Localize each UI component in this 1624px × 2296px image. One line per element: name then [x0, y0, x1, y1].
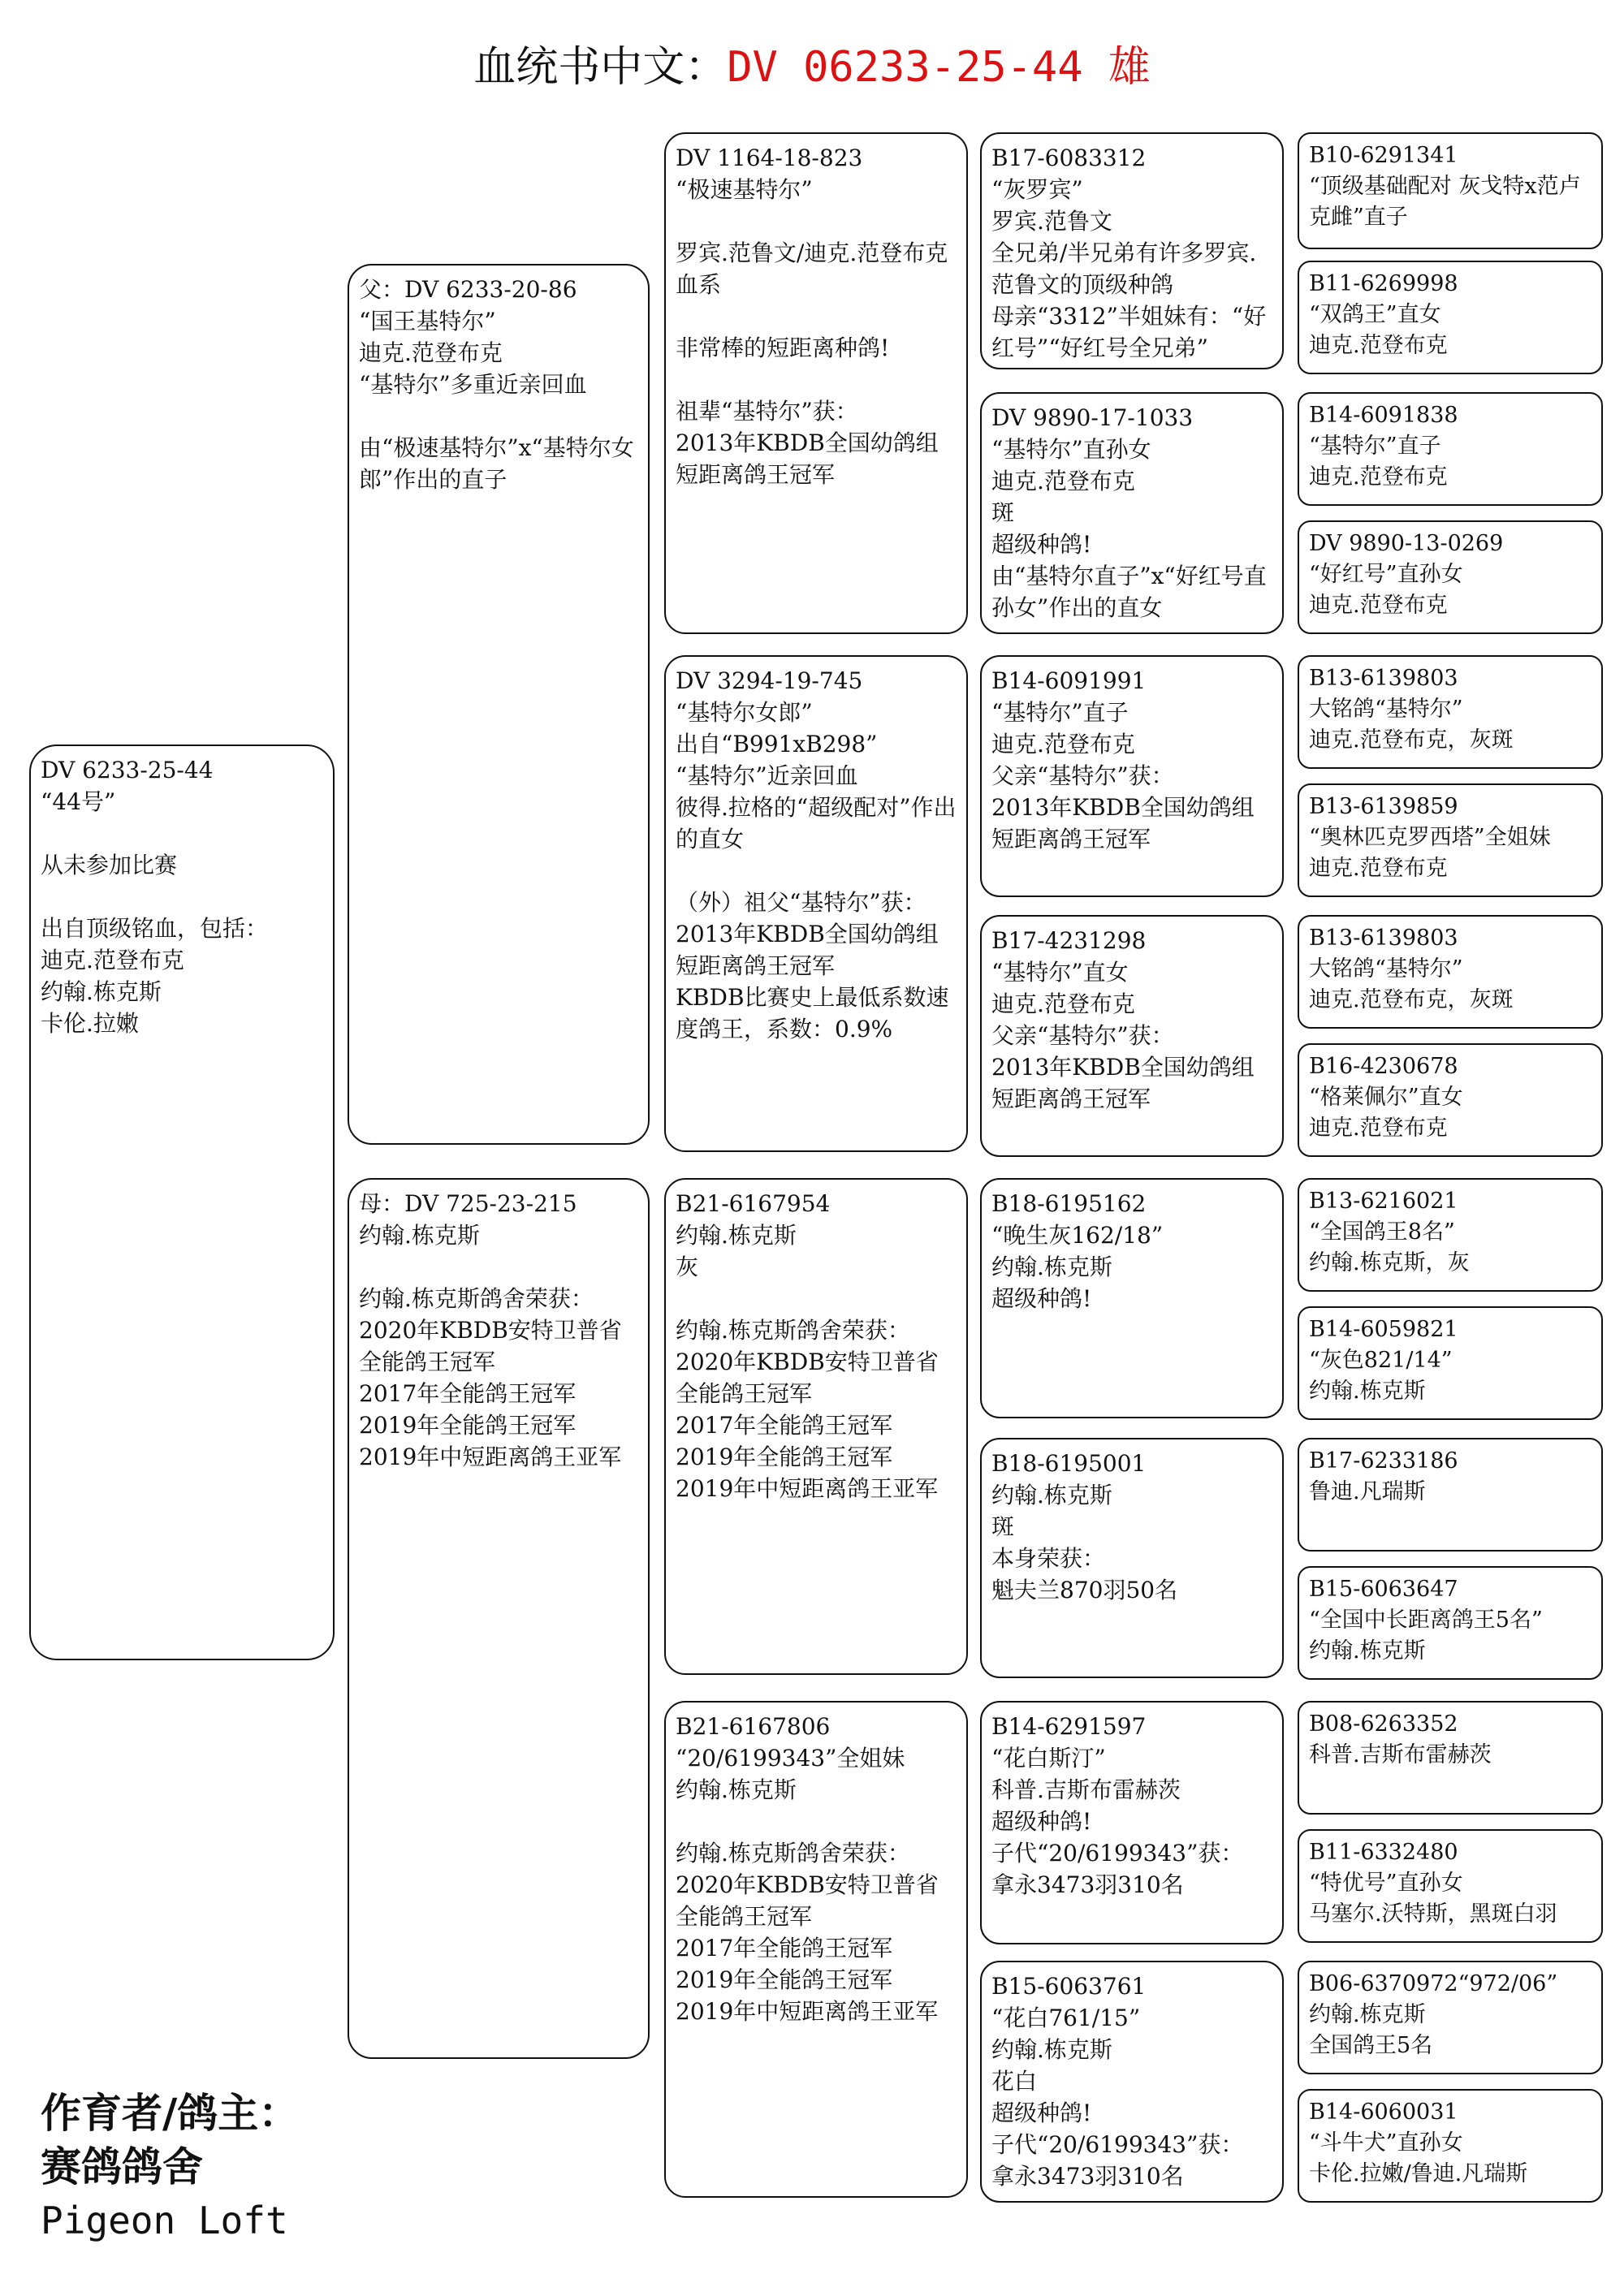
- pedigree-line: KBDB比赛史上最低系数速度鸽王，系数：0.9%: [676, 984, 949, 1042]
- ring-number: B11-6269998: [1309, 271, 1458, 296]
- pedigree-line: “特优号”直孙女: [1309, 1871, 1463, 1896]
- pedigree-line: 全兄弟/半兄弟有许多罗宾.范鲁文的顶级种鸽: [991, 240, 1257, 298]
- pigeon-card-gen4: [980, 1438, 1284, 1678]
- pedigree-line: “花白斯汀”: [991, 1745, 1106, 1772]
- pedigree-line: “基特尔”直女: [991, 959, 1129, 986]
- pedigree-line: 约翰.栋克斯: [1309, 1379, 1426, 1404]
- pedigree-line: 2019年中短距离鸽王亚军: [359, 1444, 622, 1470]
- pigeon-card-gen5: [1298, 1178, 1603, 1292]
- pedigree-line: 迪克.范登布克: [1309, 593, 1448, 618]
- ring-number: B13-6139803: [1309, 666, 1458, 691]
- pedigree-line: “基特尔”多重近亲回血: [359, 371, 587, 398]
- pedigree-line: 约翰.栋克斯鸽舍荣获：: [676, 1840, 910, 1867]
- breeder-block: [41, 2087, 299, 2247]
- pigeon-card-gen4: [980, 132, 1284, 369]
- pigeon-card-gen4: [980, 1178, 1284, 1418]
- ring-number: B10-6291341: [1309, 143, 1458, 168]
- ring-number: B18-6195001: [991, 1450, 1147, 1477]
- pedigree-line: 罗宾.范鲁文: [991, 208, 1112, 235]
- pedigree-line: 迪克.范登布克，灰斑: [1309, 727, 1514, 753]
- pedigree-line: 2013年KBDB全国幼鸽组短距离鸽王冠军: [991, 794, 1255, 852]
- pedigree-line: “好红号”直孙女: [1309, 562, 1463, 587]
- ring-number: 母：DV 725-23-215: [359, 1190, 577, 1217]
- pedigree-line: 子代“20/6199343”获：: [991, 2131, 1244, 2158]
- pedigree-line: 2019年全能鸽王冠军: [359, 1412, 577, 1439]
- pigeon-card-gen5: [1298, 1829, 1603, 1943]
- pedigree-line: “奥林匹克罗西塔”全姐妹: [1309, 825, 1551, 850]
- pedigree-line: 超级种鸽!: [991, 531, 1092, 558]
- pedigree-line: 2019年全能鸽王冠军: [676, 1444, 893, 1470]
- breeder-name-en: Pigeon Loft: [41, 2199, 288, 2242]
- pedigree-line: [41, 881, 323, 913]
- pedigree-line: 子代“20/6199343”获：: [991, 1840, 1244, 1867]
- pedigree-line: 迪克.范登布克: [1309, 1116, 1448, 1141]
- title-ring-number: DV 06233-25-44 雄: [727, 43, 1151, 92]
- ring-number: B14-6091991: [991, 667, 1147, 694]
- pedigree-line: 2013年KBDB全国幼鸽组短距离鸽王冠军: [676, 429, 939, 488]
- pedigree-line: （外）祖父“基特尔”获：: [676, 889, 926, 916]
- pedigree-line: 2020年KBDB安特卫普省全能鸽王冠军: [676, 1349, 939, 1407]
- pedigree-line: 本身荣获：: [991, 1545, 1106, 1572]
- pedigree-line: 2017年全能鸽王冠军: [359, 1380, 577, 1407]
- pedigree-line: “基特尔”直孙女: [991, 436, 1151, 463]
- pedigree-line: 灰: [676, 1254, 699, 1280]
- pedigree-line: 2019年中短距离鸽王亚军: [676, 1998, 939, 2025]
- ring-number: DV 6233-25-44: [41, 757, 214, 783]
- ring-number: B17-4231298: [991, 927, 1147, 954]
- pedigree-line: 2019年中短距离鸽王亚军: [676, 1475, 939, 1502]
- pigeon-card-gen4: [980, 1701, 1284, 1944]
- pedigree-line: 迪克.范登布克: [41, 947, 184, 973]
- pedigree-line: 非常棒的短距离种鸽!: [676, 334, 890, 361]
- pedigree-line: [676, 855, 957, 887]
- breeder-name: 赛鸽鸽舍: [41, 2143, 203, 2190]
- pedigree-line: “灰色821/14”: [1309, 1348, 1453, 1373]
- pigeon-card-subject: [29, 744, 335, 1660]
- pedigree-line: “44号”: [41, 788, 116, 815]
- pedigree-line: “顶级基础配对 灰戈特x范卢克雌”直子: [1309, 174, 1581, 230]
- breeder-label: 作育者/鸽主：: [41, 2089, 300, 2137]
- pigeon-card-gen5: [1298, 1438, 1603, 1552]
- pedigree-line: 约翰.栋克斯: [676, 1776, 797, 1803]
- pedigree-line: 斑: [991, 499, 1015, 526]
- ring-number: B14-6291597: [991, 1713, 1147, 1740]
- pigeon-card-dam: [348, 1178, 650, 2059]
- pedigree-line: “基特尔”近亲回血: [676, 762, 858, 789]
- pedigree-line: 迪克.范登布克: [1309, 333, 1448, 358]
- pedigree-line: 超级种鸽!: [991, 1808, 1092, 1835]
- pedigree-line: 罗宾.范鲁文/迪克.范登布克血系: [676, 240, 948, 298]
- pedigree-line: 拿永3473羽310名: [991, 2163, 1184, 2190]
- pedigree-line: 迪克.范登布克: [1309, 464, 1448, 490]
- pedigree-line: 拿永3473羽310名: [991, 1871, 1184, 1898]
- pedigree-line: 大铭鸽“基特尔”: [1309, 956, 1463, 982]
- pigeon-card-gen5: [1298, 392, 1603, 506]
- pedigree-line: “花白761/15”: [991, 2005, 1141, 2031]
- pedigree-line: 约翰.栋克斯: [359, 1222, 480, 1249]
- pigeon-card-gen4: [980, 1961, 1284, 2203]
- pedigree-line: 卡伦.拉嫩/鲁迪.凡瑞斯: [1309, 2161, 1528, 2186]
- pedigree-line: 从未参加比赛: [41, 852, 178, 878]
- pigeon-card-gen5: [1298, 2089, 1603, 2203]
- pedigree-line: 2019年全能鸽王冠军: [676, 1966, 893, 1993]
- pedigree-line: 2017年全能鸽王冠军: [676, 1412, 893, 1439]
- pedigree-line: 迪克.范登布克，灰斑: [1309, 987, 1514, 1012]
- pigeon-card-gen4: [980, 392, 1284, 634]
- pigeon-card-gen5: [1298, 1043, 1603, 1157]
- pedigree-line: 迪克.范登布克: [359, 339, 503, 366]
- pedigree-line: [359, 400, 638, 432]
- pedigree-line: 约翰.栋克斯鸽舍荣获：: [359, 1285, 594, 1312]
- pedigree-line: “灰罗宾”: [991, 176, 1083, 203]
- pigeon-card-gen5: [1298, 1961, 1603, 2074]
- pigeon-card-gen3: [664, 132, 968, 634]
- pedigree-line: “双鸽王”直女: [1309, 302, 1441, 327]
- pigeon-card-gen5: [1298, 1306, 1603, 1420]
- pedigree-line: “基特尔”直子: [991, 699, 1129, 726]
- pedigree-line: 出自顶级铭血，包括：: [41, 915, 269, 942]
- pedigree-line: 父亲“基特尔”获：: [991, 762, 1174, 789]
- pedigree-line: 约翰.栋克斯，灰: [1309, 1250, 1470, 1275]
- ring-number: B13-6216021: [1309, 1189, 1458, 1214]
- ring-number: DV 3294-19-745: [676, 667, 863, 694]
- pedigree-line: 卡伦.拉嫩: [41, 1010, 139, 1037]
- pedigree-line: 约翰.栋克斯: [991, 1254, 1112, 1280]
- pedigree-line: 2020年KBDB安特卫普省全能鸽王冠军: [676, 1871, 939, 1930]
- pedigree-line: 父亲“基特尔”获：: [991, 1022, 1174, 1049]
- pedigree-line: 马塞尔.沃特斯，黑斑白羽: [1309, 1901, 1557, 1927]
- pedigree-line: 科普.吉斯布雷赫茨: [1309, 1742, 1492, 1767]
- pigeon-card-gen5: [1298, 520, 1603, 634]
- pedigree-line: “斗牛犬”直孙女: [1309, 2130, 1463, 2156]
- pedigree-line: [41, 818, 323, 849]
- pedigree-line: 超级种鸽!: [991, 2100, 1092, 2126]
- pedigree-line: “基特尔”直子: [1309, 434, 1441, 459]
- pedigree-line: “国王基特尔”: [359, 308, 496, 334]
- pedigree-line: 约翰.栋克斯: [991, 2036, 1112, 2063]
- ring-number: B18-6195162: [991, 1190, 1147, 1217]
- ring-number: B21-6167806: [676, 1713, 831, 1740]
- pigeon-card-gen4: [980, 915, 1284, 1157]
- ring-number: B11-6332480: [1309, 1840, 1458, 1865]
- pedigree-line: 母亲“3312”半姐妹有：“好红号”“好红号全兄弟”: [991, 303, 1267, 361]
- pedigree-line: 约翰.栋克斯: [676, 1222, 797, 1249]
- ring-number: B14-6091838: [1309, 403, 1458, 428]
- ring-number: B06-6370972“972/06”: [1309, 1971, 1558, 1996]
- pedigree-line: 约翰.栋克斯: [1309, 2002, 1426, 2027]
- ring-number: B14-6059821: [1309, 1317, 1458, 1342]
- pedigree-line: 斑: [991, 1513, 1015, 1540]
- pigeon-card-gen3: [664, 1178, 968, 1675]
- ring-number: DV 9890-17-1033: [991, 404, 1194, 431]
- pedigree-line: 迪克.范登布克: [991, 731, 1135, 757]
- pigeon-card-sire: [348, 264, 650, 1145]
- pedigree-line: 2020年KBDB安特卫普省全能鸽王冠军: [359, 1317, 622, 1375]
- pedigree-line: [676, 300, 957, 332]
- pedigree-line: 约翰.栋克斯鸽舍荣获：: [676, 1317, 910, 1344]
- pedigree-line: “格莱佩尔”直女: [1309, 1085, 1463, 1110]
- pigeon-card-gen5: [1298, 1566, 1603, 1680]
- pedigree-line: 2013年KBDB全国幼鸽组短距离鸽王冠军: [676, 921, 939, 979]
- pedigree-line: 迪克.范登布克: [1309, 856, 1448, 881]
- pedigree-line: 约翰.栋克斯: [41, 978, 162, 1005]
- pedigree-line: 彼得.拉格的“超级配对”作出的直女: [676, 794, 957, 852]
- pedigree-line: 祖辈“基特尔”获：: [676, 398, 858, 425]
- ring-number: B16-4230678: [1309, 1054, 1458, 1079]
- pedigree-line: [676, 205, 957, 237]
- title-prefix: 血统书中文：: [473, 43, 728, 92]
- pedigree-line: [359, 1251, 638, 1283]
- pedigree-line: 约翰.栋克斯: [991, 1482, 1112, 1508]
- pedigree-line: “极速基特尔”: [676, 176, 813, 203]
- ring-number: B13-6139803: [1309, 926, 1458, 951]
- pigeon-card-gen4: [980, 655, 1284, 897]
- pigeon-card-gen3: [664, 1701, 968, 2198]
- pigeon-card-gen5: [1298, 655, 1603, 769]
- ring-number: B08-6263352: [1309, 1711, 1458, 1737]
- ring-number: B21-6167954: [676, 1190, 831, 1217]
- pedigree-line: 全国鸽王5名: [1309, 2033, 1433, 2058]
- pigeon-card-gen5: [1298, 783, 1603, 897]
- pedigree-line: 2013年KBDB全国幼鸽组短距离鸽王冠军: [991, 1054, 1255, 1112]
- ring-number: B14-6060031: [1309, 2100, 1458, 2125]
- pedigree-line: 魁夫兰870羽50名: [991, 1577, 1178, 1603]
- pigeon-card-gen3: [664, 655, 968, 1152]
- pedigree-line: 花白: [991, 2068, 1038, 2095]
- ring-number: B15-6063761: [991, 1973, 1147, 2000]
- pedigree-line: [676, 1806, 957, 1837]
- pedigree-line: 鲁迪.凡瑞斯: [1309, 1479, 1426, 1504]
- ring-number: B17-6083312: [991, 145, 1147, 171]
- ring-number: B13-6139859: [1309, 794, 1458, 819]
- pedigree-line: “基特尔女郎”: [676, 699, 813, 726]
- pigeon-card-gen5: [1298, 1701, 1603, 1815]
- pedigree-line: [676, 364, 957, 395]
- page-title: [0, 32, 1624, 93]
- pedigree-line: 迪克.范登布克: [991, 468, 1135, 494]
- pedigree-line: 由“基特尔直子”x“好红号直孙女”作出的直女: [991, 563, 1267, 621]
- pedigree-line: 超级种鸽!: [991, 1285, 1092, 1312]
- pedigree-line: “20/6199343”全姐妹: [676, 1745, 905, 1772]
- ring-number: DV 9890-13-0269: [1309, 531, 1504, 556]
- pedigree-line: “全国鸽王8名”: [1309, 1219, 1455, 1245]
- ring-number: DV 1164-18-823: [676, 145, 863, 171]
- pedigree-line: “全国中长距离鸽王5名”: [1309, 1608, 1543, 1633]
- pedigree-line: [676, 1283, 957, 1314]
- pedigree-line: 约翰.栋克斯: [1309, 1638, 1426, 1664]
- pigeon-card-gen5: [1298, 132, 1603, 249]
- pedigree-line: 大铭鸽“基特尔”: [1309, 697, 1463, 722]
- pedigree-line: 出自“B991xB298”: [676, 731, 878, 757]
- pedigree-line: 迪克.范登布克: [991, 990, 1135, 1017]
- pigeon-card-gen5: [1298, 915, 1603, 1029]
- pedigree-line: 2017年全能鸽王冠军: [676, 1935, 893, 1962]
- ring-number: 父：DV 6233-20-86: [359, 276, 577, 303]
- pigeon-card-gen5: [1298, 261, 1603, 374]
- pedigree-line: 科普.吉斯布雷赫茨: [991, 1776, 1181, 1803]
- pedigree-line: 由“极速基特尔”x“基特尔女郎”作出的直子: [359, 434, 634, 493]
- ring-number: B17-6233186: [1309, 1448, 1458, 1474]
- ring-number: B15-6063647: [1309, 1577, 1458, 1602]
- pedigree-line: “晚生灰162/18”: [991, 1222, 1164, 1249]
